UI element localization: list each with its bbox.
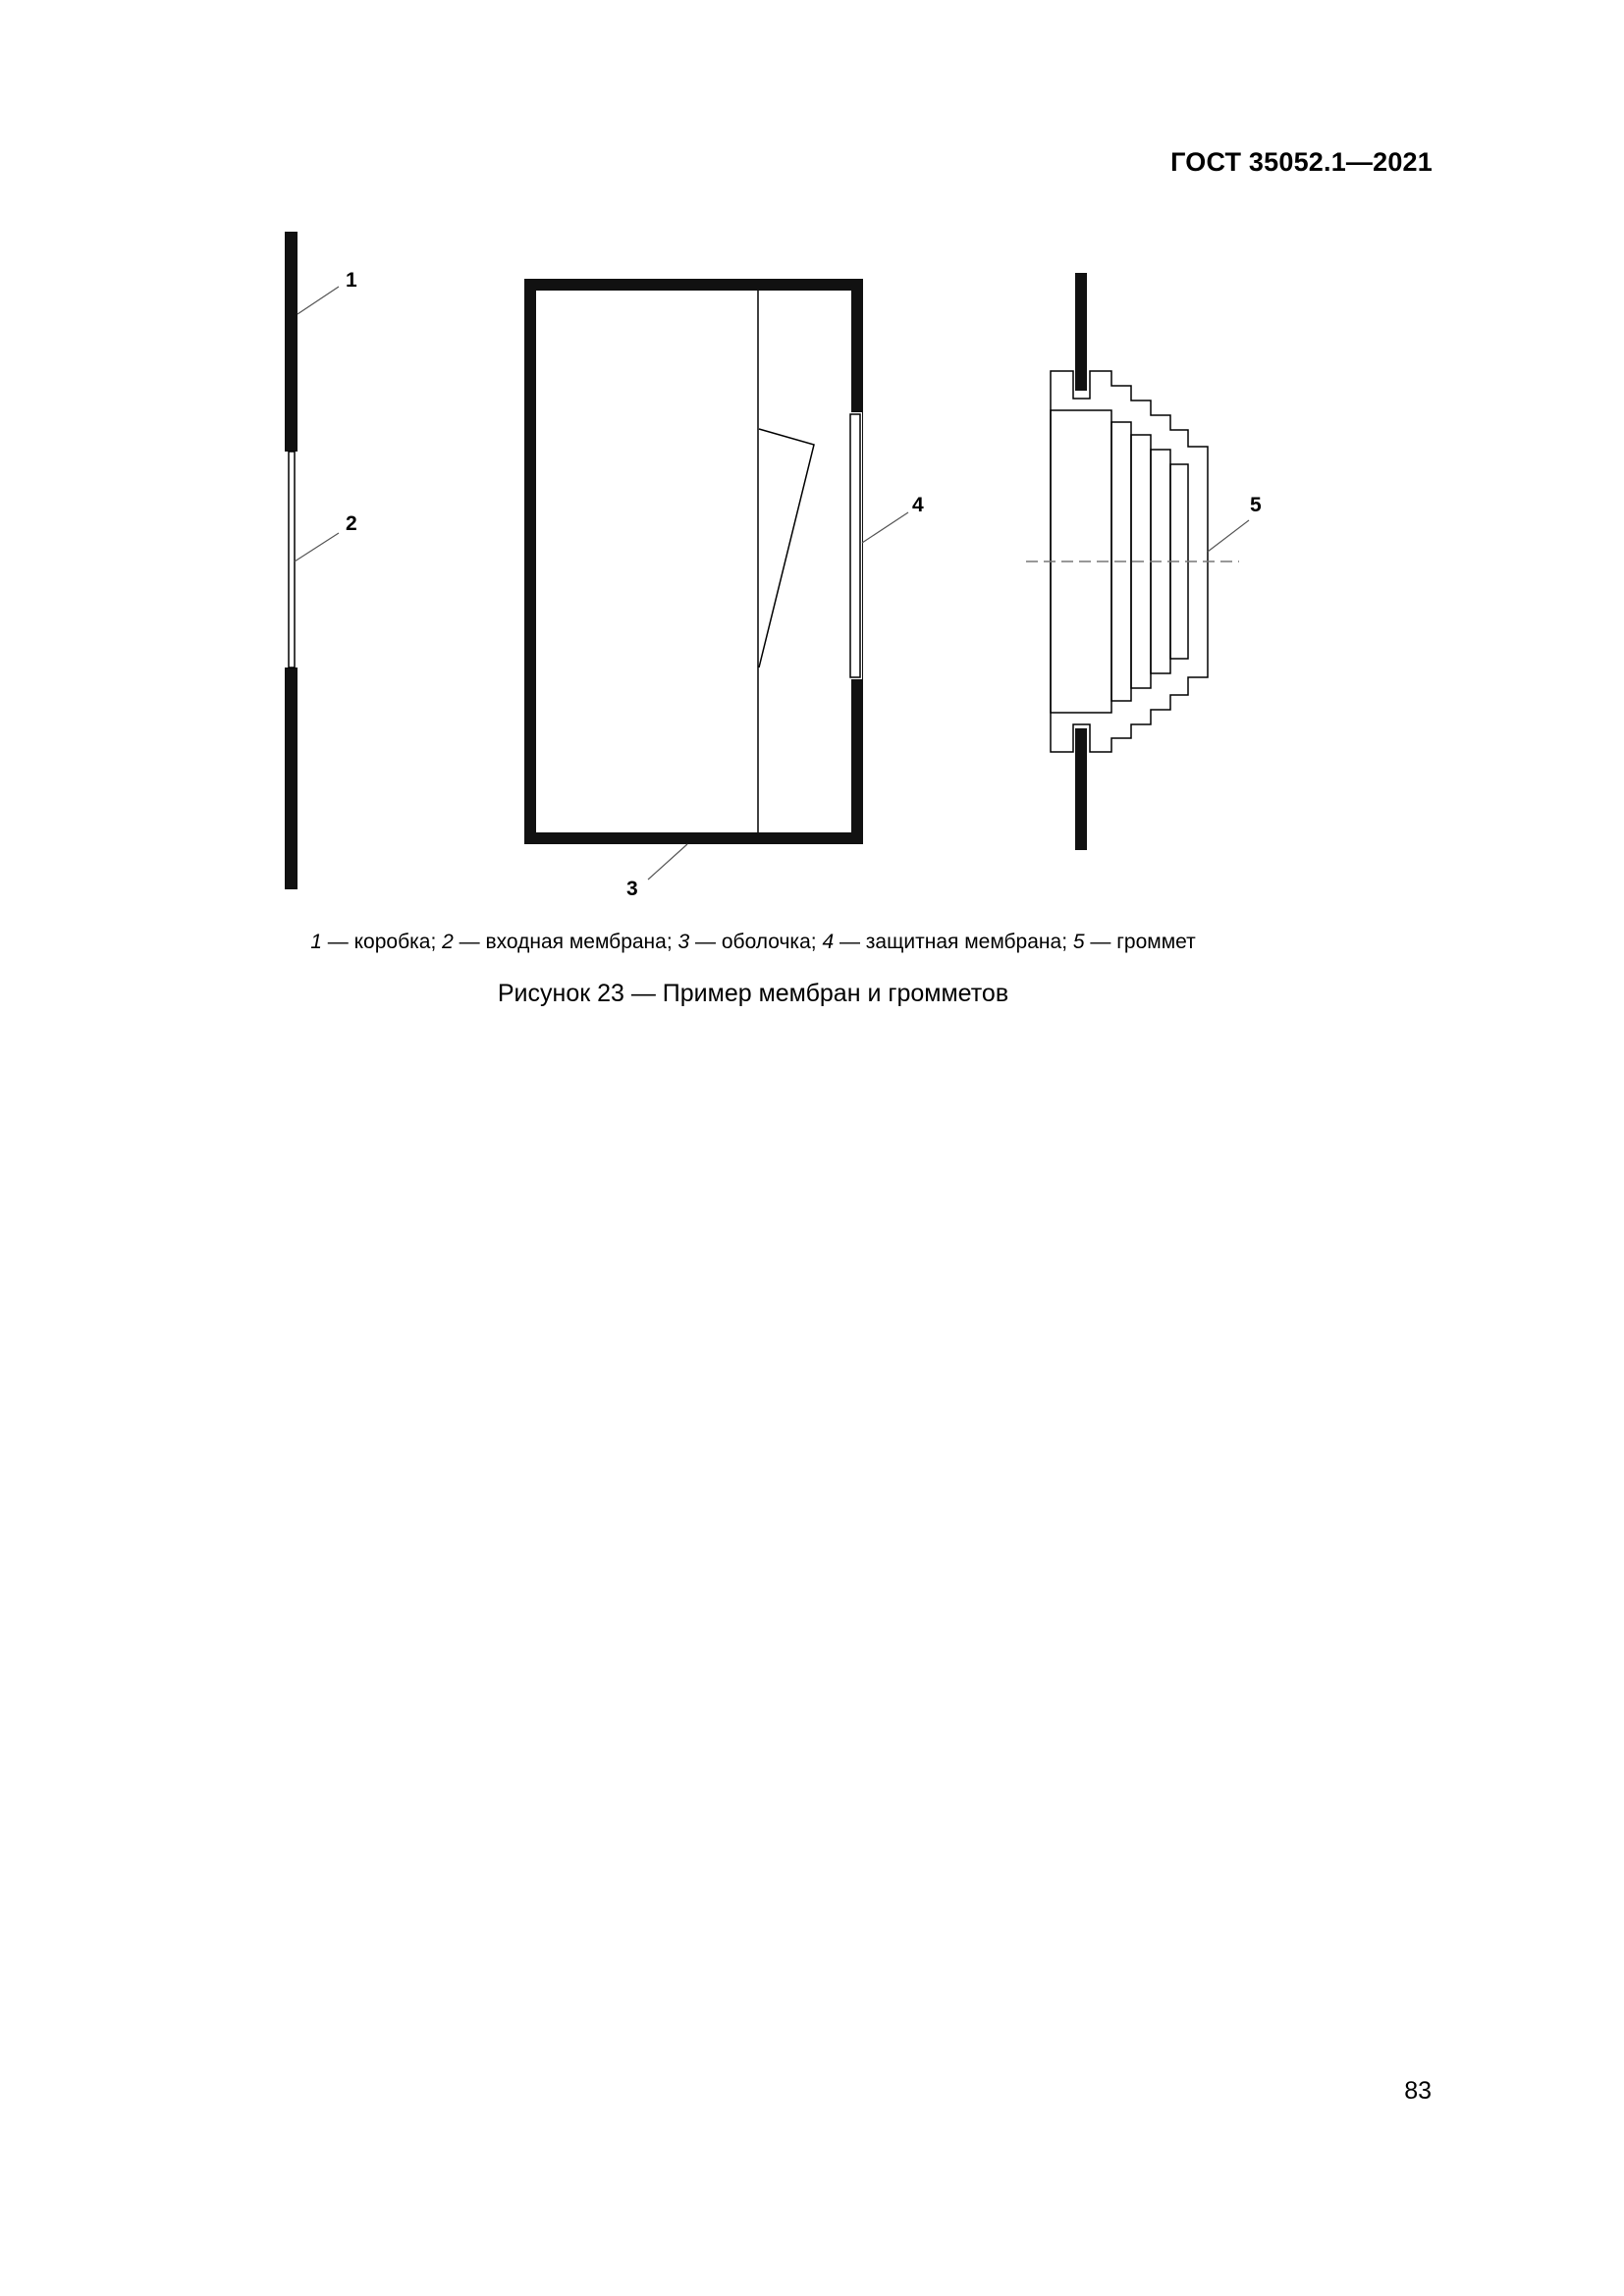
enclosure bbox=[530, 285, 857, 838]
callout-3: 3 bbox=[626, 878, 638, 900]
legend-item-3: 3 — оболочка bbox=[677, 931, 811, 953]
legend-item-4: 4 — защитная мембрана bbox=[822, 931, 1062, 953]
protective-membrane bbox=[848, 412, 862, 679]
membrane-grommet-diagram bbox=[0, 0, 1624, 942]
legend-item-5: 5 — громмет bbox=[1072, 931, 1196, 953]
document-code: ГОСТ 35052.1—2021 bbox=[1170, 147, 1433, 177]
callout-5: 5 bbox=[1250, 494, 1262, 516]
figure-caption: Рисунок 23 — Пример мембран и громметов bbox=[497, 980, 1009, 1007]
legend-item-2: 2 — входная мембрана bbox=[442, 931, 667, 953]
page-number: 83 bbox=[1404, 2077, 1432, 2105]
legend-item-1: 1 — коробка bbox=[310, 931, 431, 953]
callout-4: 4 bbox=[912, 494, 924, 516]
entry-membrane bbox=[289, 452, 295, 667]
grommet bbox=[1026, 273, 1239, 850]
figure-legend: 1 — коробка; 2 — входная мембрана; 3 — оболочка; 4 — защитная мембрана; 5 — громмет bbox=[310, 931, 1196, 953]
callout-1: 1 bbox=[346, 269, 357, 292]
callout-2: 2 bbox=[346, 512, 357, 535]
